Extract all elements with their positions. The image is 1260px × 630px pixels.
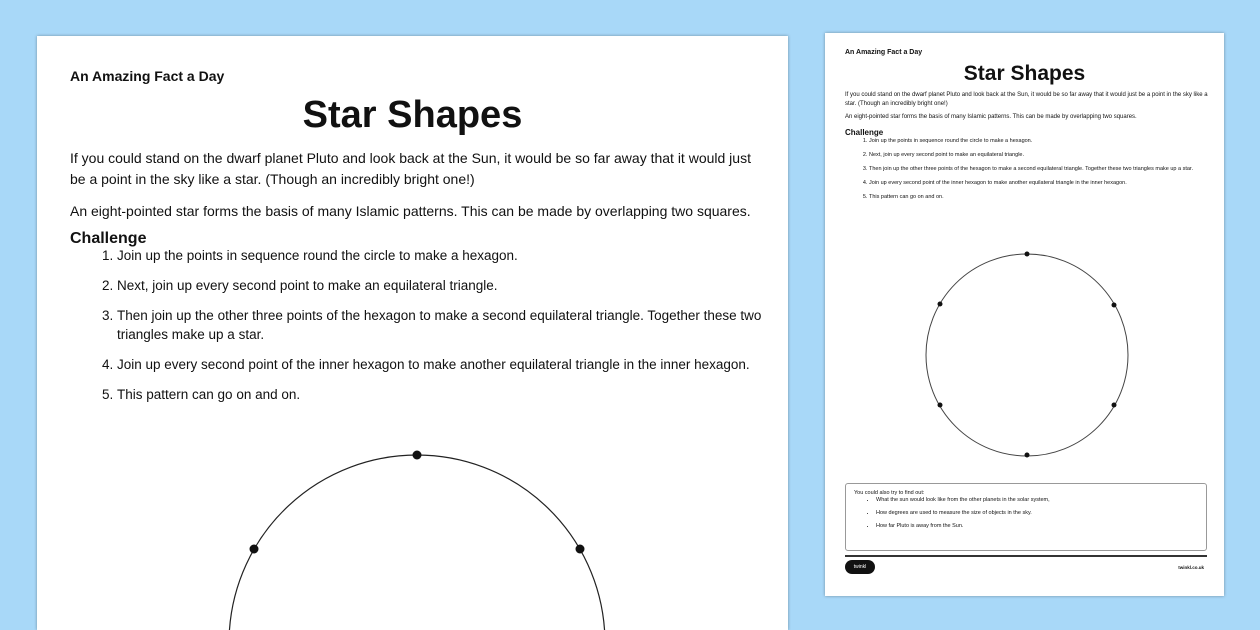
point — [938, 302, 943, 307]
hexagon-circle — [37, 36, 788, 630]
step: 2. Next, join up every second point to make an equilateral triangle. — [869, 151, 1209, 159]
point — [1025, 453, 1030, 458]
find-out-item: • How degrees are used to measure the size of objects in the sky. — [876, 509, 1050, 517]
intro-text: If you could stand on the dwarf planet Pluto and look back at the Sun, it would be so far away that it would just be a point in the sky like a star. (Though an incredibly bright one!) — [70, 150, 751, 187]
find-out-intro: You could also try to find out: — [854, 490, 925, 496]
step: 1. Join up the points in sequence round the circle to make a hexagon. — [117, 246, 777, 265]
find-out-item: • What the sun would look like from the other planets in the solar system, — [876, 496, 1050, 504]
step: 5. This pattern can go on and on. — [117, 385, 777, 404]
challenge-heading: Challenge — [845, 128, 884, 137]
step: 4. Join up every second point of the inner hexagon to make another equilateral triangle in the inner hexagon. — [117, 355, 777, 374]
site-url: twinkl.co.uk — [1178, 565, 1204, 570]
step: 5. This pattern can go on and on. — [869, 193, 1209, 201]
find-out-item: • How far Pluto is away from the Sun. — [876, 522, 1050, 530]
worksheet-preview-full — [825, 33, 1224, 596]
step: 4. Join up every second point of the inner hexagon to make another equilateral triangle in the inner hexagon. — [869, 179, 1209, 187]
point — [938, 403, 943, 408]
point — [576, 545, 585, 554]
page-title: Star Shapes — [963, 62, 1086, 85]
step: 3. Then join up the other three points of the hexagon to make a second equilateral triangle. Together these two triangles make up a star. — [869, 165, 1209, 173]
circle-arc — [229, 455, 604, 630]
point — [413, 451, 422, 460]
point — [1112, 403, 1117, 408]
logo: twinkl — [845, 560, 875, 574]
find-out-box — [845, 483, 1207, 551]
step: 1. Join up the points in sequence round the circle to make a hexagon. — [869, 137, 1209, 145]
point — [1112, 303, 1117, 308]
fact-text: An eight-pointed star forms the basis of many Islamic patterns. This can be made by overlapping two squares. — [70, 203, 751, 219]
kicker: An Amazing Fact a Day — [845, 49, 923, 56]
step: 3. Then join up the other three points of the hexagon to make a second equilateral triangle. Together these two triangles make up a star. — [117, 306, 777, 344]
footer-divider — [845, 555, 1207, 557]
point — [250, 545, 259, 554]
intro-text: If you could stand on the dwarf planet Pluto and look back at the Sun, it would be so far away that it would just be a point in the sky like a star. (Though an incredibly bright one!) — [845, 92, 1208, 107]
point — [1025, 252, 1030, 257]
fact-text: An eight-pointed star forms the basis of many Islamic patterns. This can be made by overlapping two squares. — [845, 114, 1137, 120]
worksheet-preview-large — [37, 36, 788, 630]
step: 2. Next, join up every second point to make an equilateral triangle. — [117, 276, 777, 295]
challenge-heading: Challenge — [70, 230, 147, 247]
page-title: Star Shapes — [302, 94, 523, 136]
kicker: An Amazing Fact a Day — [70, 68, 225, 84]
